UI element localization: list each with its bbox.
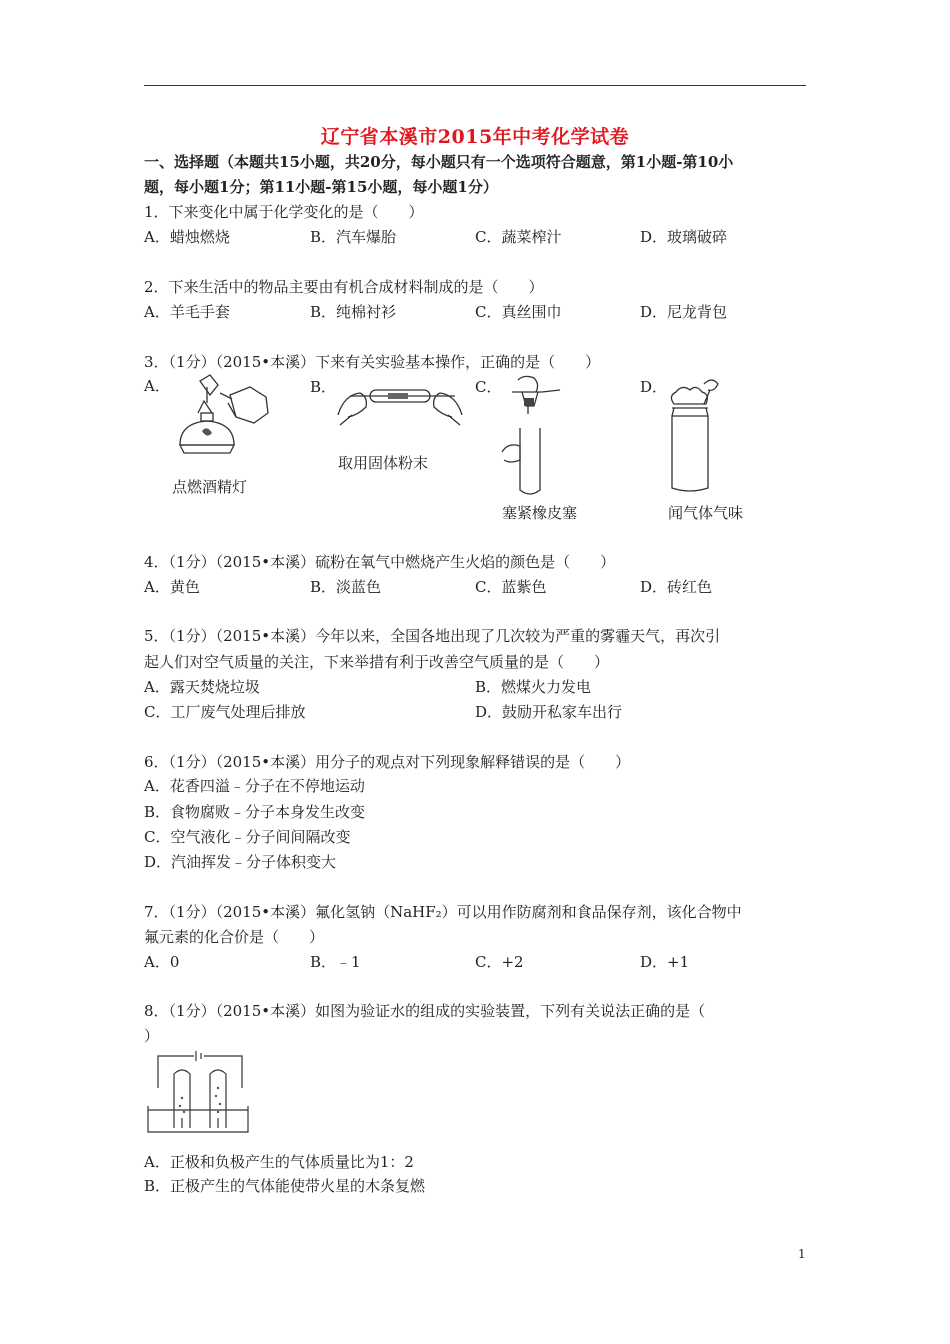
q2-option-a: A．羊毛手套 xyxy=(144,303,230,321)
q3-caption-b: 取用固体粉末 xyxy=(338,454,429,472)
q3-option-b: B． xyxy=(310,378,337,396)
q3-option-c: C． xyxy=(475,378,502,396)
q7-option-b: B．﹣1 xyxy=(310,953,361,971)
q1-option-d: D．玻璃破碎 xyxy=(640,228,728,246)
q4-stem: 4．（1分）（2015•本溪）硫粉在氧气中燃烧产生火焰的颜色是（ ） xyxy=(144,553,616,571)
q3-option-d: D． xyxy=(640,378,668,396)
header-rule xyxy=(144,85,806,86)
q3-caption-c: 塞紧橡皮塞 xyxy=(502,504,578,522)
q5-option-b: B．燃煤火力发电 xyxy=(475,678,592,696)
q8-stem-line2: ） xyxy=(144,1027,160,1045)
rubber-stopper-figure xyxy=(498,372,568,500)
alcohol-lamp-figure xyxy=(170,373,280,473)
q5-option-c: C．工厂废气处理后排放 xyxy=(144,703,306,721)
q6-option-c: C．空气液化﹣分子间间隔改变 xyxy=(144,828,351,846)
q5-option-a: A．露天焚烧垃圾 xyxy=(144,678,260,696)
q6-option-a: A．花香四溢﹣分子在不停地运动 xyxy=(144,777,365,795)
electrolysis-apparatus-figure xyxy=(144,1048,254,1136)
q3-caption-a: 点燃酒精灯 xyxy=(172,478,248,496)
q8-stem-line1: 8．（1分）（2015•本溪）如图为验证水的组成的实验装置，下列有关说法正确的是（ xyxy=(144,1002,706,1020)
q2-stem: 2．下来生活中的物品主要由有机合成材料制成的是（ ） xyxy=(144,278,544,296)
q5-stem-line2: 起人们对空气质量的关注，下来举措有利于改善空气质量的是（ ） xyxy=(144,653,610,671)
q6-option-b: B．食物腐败﹣分子本身发生改变 xyxy=(144,803,366,821)
q5-stem-line1: 5．（1分）（2015•本溪）今年以来，全国各地出现了几次较为严重的雾霾天气，再次引 xyxy=(144,627,721,645)
powder-tube-figure xyxy=(330,375,470,445)
q3-caption-d: 闻气体气味 xyxy=(668,504,744,522)
q5-option-d: D．鼓励开私家车出行 xyxy=(475,703,623,721)
q3-option-a: A． xyxy=(144,377,170,395)
q7-stem-line2: 氟元素的化合价是（ ） xyxy=(144,928,325,946)
q3-stem: 3．（1分）（2015•本溪）下来有关实验基本操作，正确的是（ ） xyxy=(144,353,601,371)
q2-option-d: D．尼龙背包 xyxy=(640,303,728,321)
q1-option-a: A．蜡烛燃烧 xyxy=(144,228,230,246)
q1-option-c: C．蔬菜榨汁 xyxy=(475,228,562,246)
q4-option-d: D．砖红色 xyxy=(640,578,713,596)
q8-option-b: B．正极产生的气体能使带火星的木条复燃 xyxy=(144,1177,426,1195)
q6-stem: 6．（1分）（2015•本溪）用分子的观点对下列现象解释错误的是（ ） xyxy=(144,753,631,771)
section-heading-line2: 题，每小题1分；第11小题-第15小题，每小题1分） xyxy=(144,178,498,196)
q6-option-d: D．汽油挥发﹣分子体积变大 xyxy=(144,853,337,871)
section-heading-line1: 一、选择题（本题共15小题，共20分，每小题只有一个选项符合题意，第1小题-第10小 xyxy=(144,153,734,171)
q1-stem: 1．下来变化中属于化学变化的是（ ） xyxy=(144,203,424,221)
q4-option-a: A．黄色 xyxy=(144,578,200,596)
exam-title: 辽宁省本溪市2015年中考化学试卷 xyxy=(320,126,630,148)
q7-stem-line1: 7．（1分）（2015•本溪）氟化氢钠（NaHF₂）可以用作防腐剂和食品保存剂，该化合物中 xyxy=(144,903,742,921)
smelling-gas-figure xyxy=(660,374,730,500)
q7-option-c: C．+2 xyxy=(475,953,524,971)
q8-option-a: A．正极和负极产生的气体质量比为1：2 xyxy=(144,1153,414,1171)
q2-option-c: C．真丝围巾 xyxy=(475,303,562,321)
page-number: 1 xyxy=(798,1247,806,1261)
q1-option-b: B．汽车爆胎 xyxy=(310,228,397,246)
q7-option-d: D．+1 xyxy=(640,953,690,971)
q4-option-c: C．蓝紫色 xyxy=(475,578,547,596)
q4-option-b: B．淡蓝色 xyxy=(310,578,382,596)
q2-option-b: B．纯棉衬衫 xyxy=(310,303,397,321)
q7-option-a: A．0 xyxy=(144,953,180,971)
